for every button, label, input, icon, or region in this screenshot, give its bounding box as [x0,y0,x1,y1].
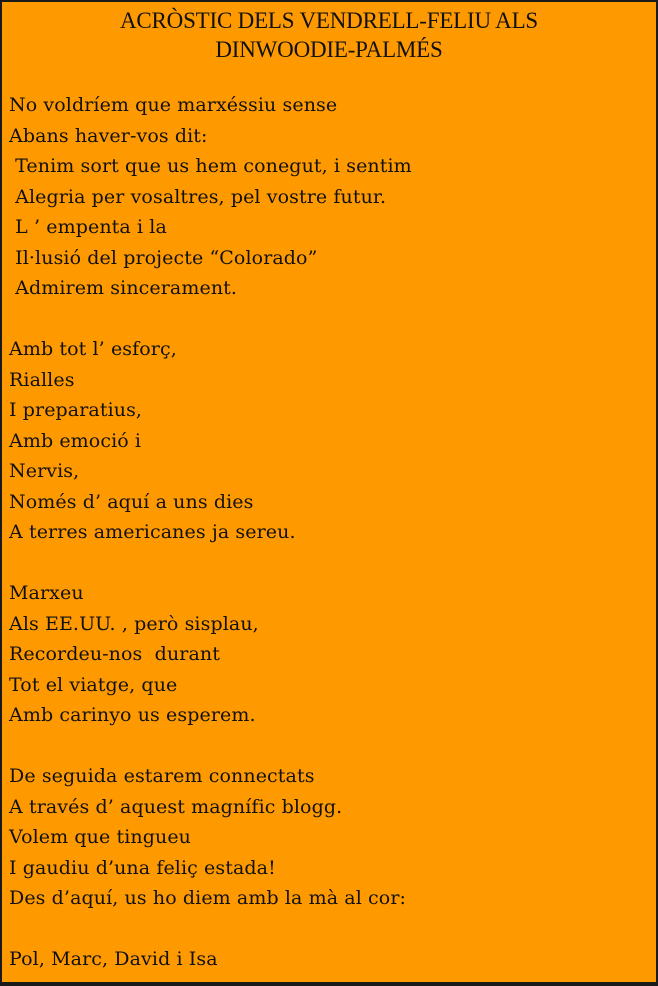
poem-line: Marxeu [9,582,84,604]
poem-line: Només d’ aquí a uns dies [9,490,254,513]
poem-line: A terres americanes ja sereu. [9,521,296,543]
poem-line: Des d’aquí, us ho diem amb la mà al cor: [9,887,407,909]
poem-line: Tenim sort que us hem conegut, i sentim [9,155,412,177]
poem-line: Tot el viatge, que [9,673,178,696]
poem-line: No voldríem que marxéssiu sense [9,94,338,116]
signature: Pol, Marc, David i Isa [9,948,218,970]
poem-line: Alegria per vosaltres, pel vostre futur. [9,185,387,208]
stanza-3 [9,578,649,731]
poem-line: A través d’ aquest magnífic blogg. [9,795,343,818]
poem-line: L ’ empenta i la [9,216,167,238]
poem-line: Amb tot l’ esforç, [9,338,177,360]
poem-line: Rialles [9,368,75,391]
stanza-spacer [9,548,649,579]
poem-line: I gaudiu d’una feliç estada! [9,856,276,879]
stanza-spacer [9,304,649,335]
poem-line: Amb emoció i [9,429,142,452]
poem-line: Admirem sincerament. [9,277,238,299]
poem-line: De seguida estarem connectats [9,765,315,787]
stanza-1 [9,90,649,304]
poem-line: Amb carinyo us esperem. [9,704,256,726]
poem-body [9,90,649,975]
poem-line: Recordeu-nos durant [9,643,220,665]
stanza-2 [9,334,649,548]
stanza-4 [9,761,649,914]
poem-line: Als EE.UU. , però sisplau, [9,612,259,635]
poem-line: I preparatius, [9,399,143,421]
stanza-spacer [9,731,649,762]
poem-line: Volem que tingueu [9,826,192,848]
poem-line: Abans haver-vos dit: [9,124,208,147]
title-line-2: DINWOODIE-PALMÉS [215,37,443,62]
stanza-spacer [9,914,649,945]
poem-line: Nervis, [9,460,80,482]
poem-line: Il·lusió del projecte “Colorado” [9,246,318,269]
title-line-1: ACRÒSTIC DELS VENDRELL-FELIU ALS [119,8,539,33]
page-title [2,6,656,64]
